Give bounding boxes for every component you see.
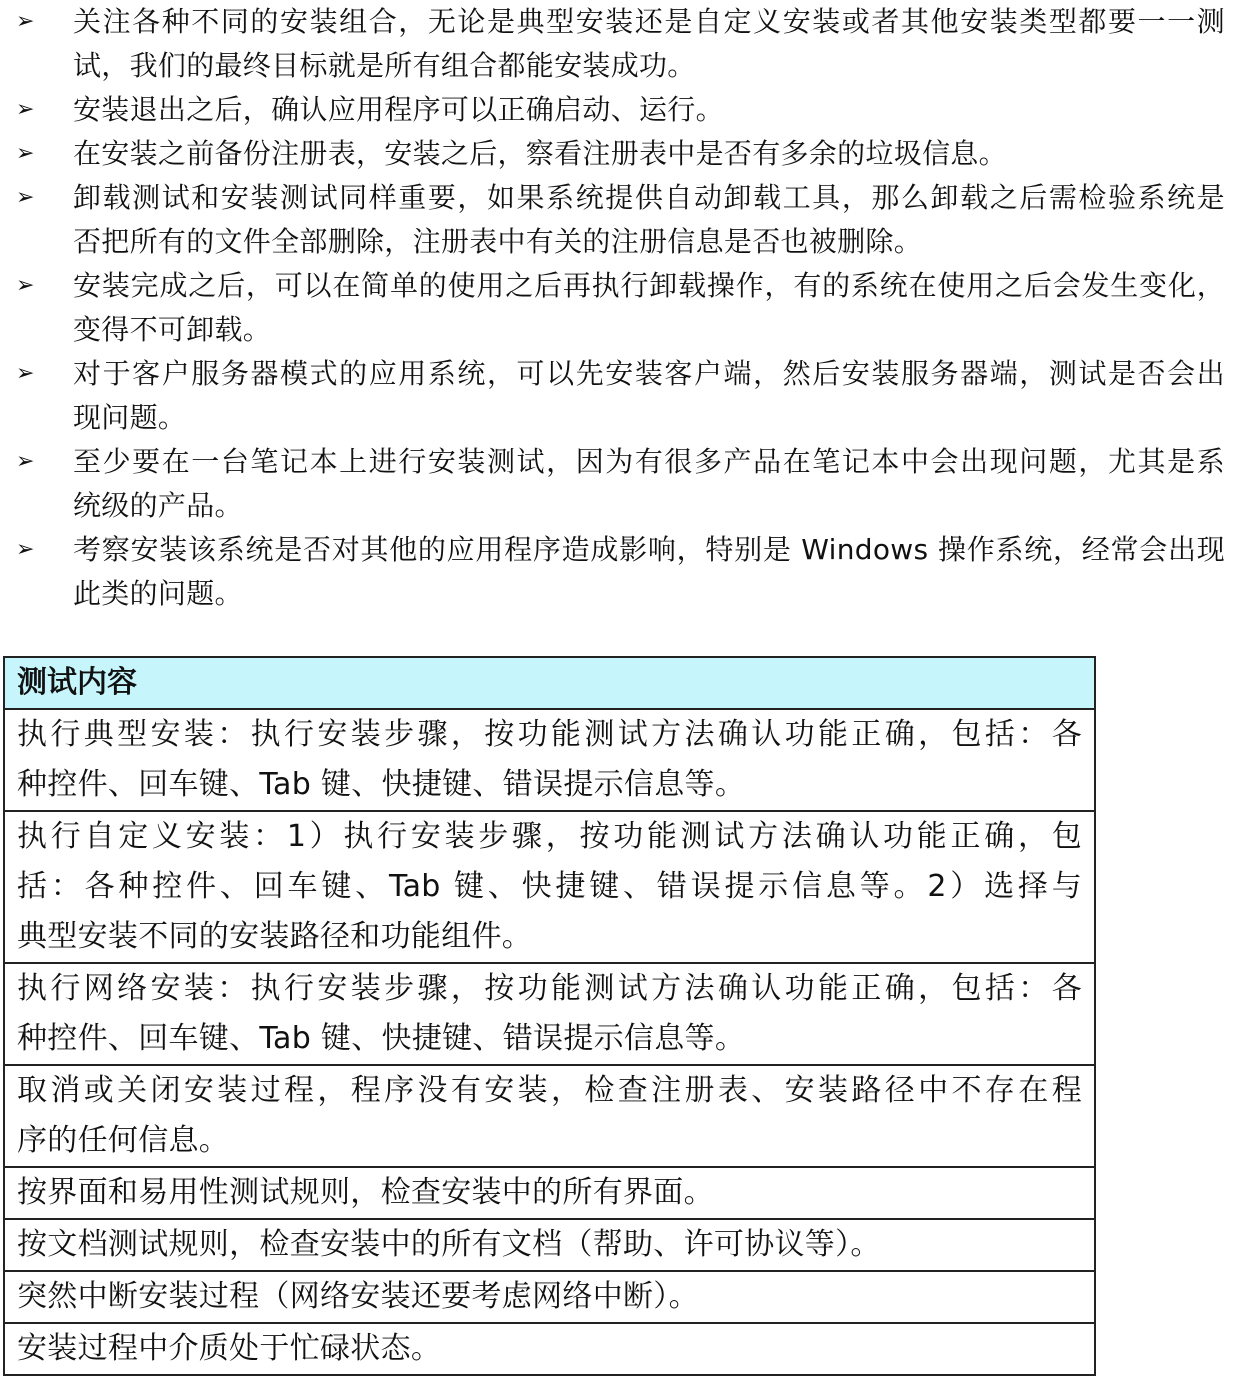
bullet-text-line: 变得不可卸载。 xyxy=(73,313,272,346)
table-row xyxy=(4,1323,1095,1375)
bullet-text-line: 考察安装该系统是否对其他的应用程序造成影响，特别是 Windows 操作系统，经常会出现 xyxy=(73,533,1225,566)
table-cell xyxy=(4,1065,1095,1167)
cell-text-line: 括：各种控件、回车键、Tab 键、快捷键、错误提示信息等。2）选择与 xyxy=(17,869,1082,904)
table-cell xyxy=(4,1219,1095,1271)
table-cell xyxy=(4,1323,1095,1375)
table-row xyxy=(4,1271,1095,1323)
cell-text-line: 执行自定义安装：1）执行安装步骤，按功能测试方法确认功能正确，包 xyxy=(17,819,1082,854)
table-row xyxy=(4,1219,1095,1271)
table-header: 测试内容 xyxy=(4,657,1095,709)
test-content-table xyxy=(3,656,1096,1376)
arrow-bullet-icon: ➢ xyxy=(16,97,35,122)
table-row xyxy=(4,811,1095,963)
bullet-text-line: 现问题。 xyxy=(73,401,187,434)
table-cell xyxy=(4,1271,1095,1323)
bullet-text-line: 卸载测试和安装测试同样重要，如果系统提供自动卸载工具，那么卸载之后需检验系统是 xyxy=(73,181,1225,214)
bullet-text-line: 此类的问题。 xyxy=(73,577,243,610)
arrow-bullet-icon: ➢ xyxy=(16,9,35,34)
bullet-list xyxy=(0,0,1246,616)
bullet-text-line: 对于客户服务器模式的应用系统，可以先安装客户端，然后安装服务器端，测试是否会出 xyxy=(73,357,1225,390)
bullet-text-line: 关注各种不同的安装组合，无论是典型安装还是自定义安装或者其他安装类型都要一一测 xyxy=(73,5,1225,38)
bullet-item xyxy=(0,264,1225,352)
cell-text-line: 执行典型安装：执行安装步骤，按功能测试方法确认功能正确，包括：各 xyxy=(17,717,1082,752)
bullet-item xyxy=(0,440,1225,528)
bullet-item xyxy=(0,0,1225,88)
table-cell xyxy=(4,1167,1095,1219)
cell-text-line: 按文档测试规则，检查安装中的所有文档（帮助、许可协议等）。 xyxy=(17,1227,881,1262)
cell-text-line: 典型安装不同的安装路径和功能组件。 xyxy=(17,919,533,954)
table-row xyxy=(4,709,1095,811)
bullet-text-line: 否把所有的文件全部删除，注册表中有关的注册信息是否也被删除。 xyxy=(73,225,923,258)
cell-text-line: 序的任何信息。 xyxy=(17,1123,230,1158)
bullet-item xyxy=(0,132,1225,176)
bullet-text-line: 至少要在一台笔记本上进行安装测试，因为有很多产品在笔记本中会出现问题，尤其是系 xyxy=(73,445,1225,478)
bullet-text-line: 在安装之前备份注册表，安装之后，察看注册表中是否有多余的垃圾信息。 xyxy=(73,137,1007,170)
cell-text-line: 按界面和易用性测试规则，检查安装中的所有界面。 xyxy=(17,1175,714,1210)
cell-text-line: 种控件、回车键、Tab 键、快捷键、错误提示信息等。 xyxy=(17,767,746,802)
table-row xyxy=(4,963,1095,1065)
table-cell xyxy=(4,811,1095,963)
cell-text-line: 执行网络安装：执行安装步骤，按功能测试方法确认功能正确，包括：各 xyxy=(17,971,1082,1006)
bullet-text-line: 安装退出之后，确认应用程序可以正确启动、运行。 xyxy=(73,93,724,126)
bullet-text-line: 安装完成之后，可以在简单的使用之后再执行卸载操作，有的系统在使用之后会发生变化， xyxy=(73,269,1225,302)
arrow-bullet-icon: ➢ xyxy=(16,361,35,386)
table-cell xyxy=(4,709,1095,811)
table-row xyxy=(4,1065,1095,1167)
cell-text-line: 突然中断安装过程（网络安装还要考虑网络中断）。 xyxy=(17,1279,699,1314)
arrow-bullet-icon: ➢ xyxy=(16,273,35,298)
cell-text-line: 安装过程中介质处于忙碌状态。 xyxy=(17,1331,442,1366)
bullet-item xyxy=(0,88,1225,132)
table-cell xyxy=(4,963,1095,1065)
arrow-bullet-icon: ➢ xyxy=(16,449,35,474)
bullet-item xyxy=(0,176,1225,264)
bullet-text-line: 试，我们的最终目标就是所有组合都能安装成功。 xyxy=(73,49,696,82)
bullet-item xyxy=(0,528,1225,616)
bullet-text-line: 统级的产品。 xyxy=(73,489,243,522)
bullet-item xyxy=(0,352,1225,440)
arrow-bullet-icon: ➢ xyxy=(16,185,35,210)
arrow-bullet-icon: ➢ xyxy=(16,141,35,166)
arrow-bullet-icon: ➢ xyxy=(16,537,35,562)
cell-text-line: 种控件、回车键、Tab 键、快捷键、错误提示信息等。 xyxy=(17,1021,746,1056)
cell-text-line: 取消或关闭安装过程，程序没有安装，检查注册表、安装路径中不存在程 xyxy=(17,1073,1082,1108)
table-row xyxy=(4,1167,1095,1219)
